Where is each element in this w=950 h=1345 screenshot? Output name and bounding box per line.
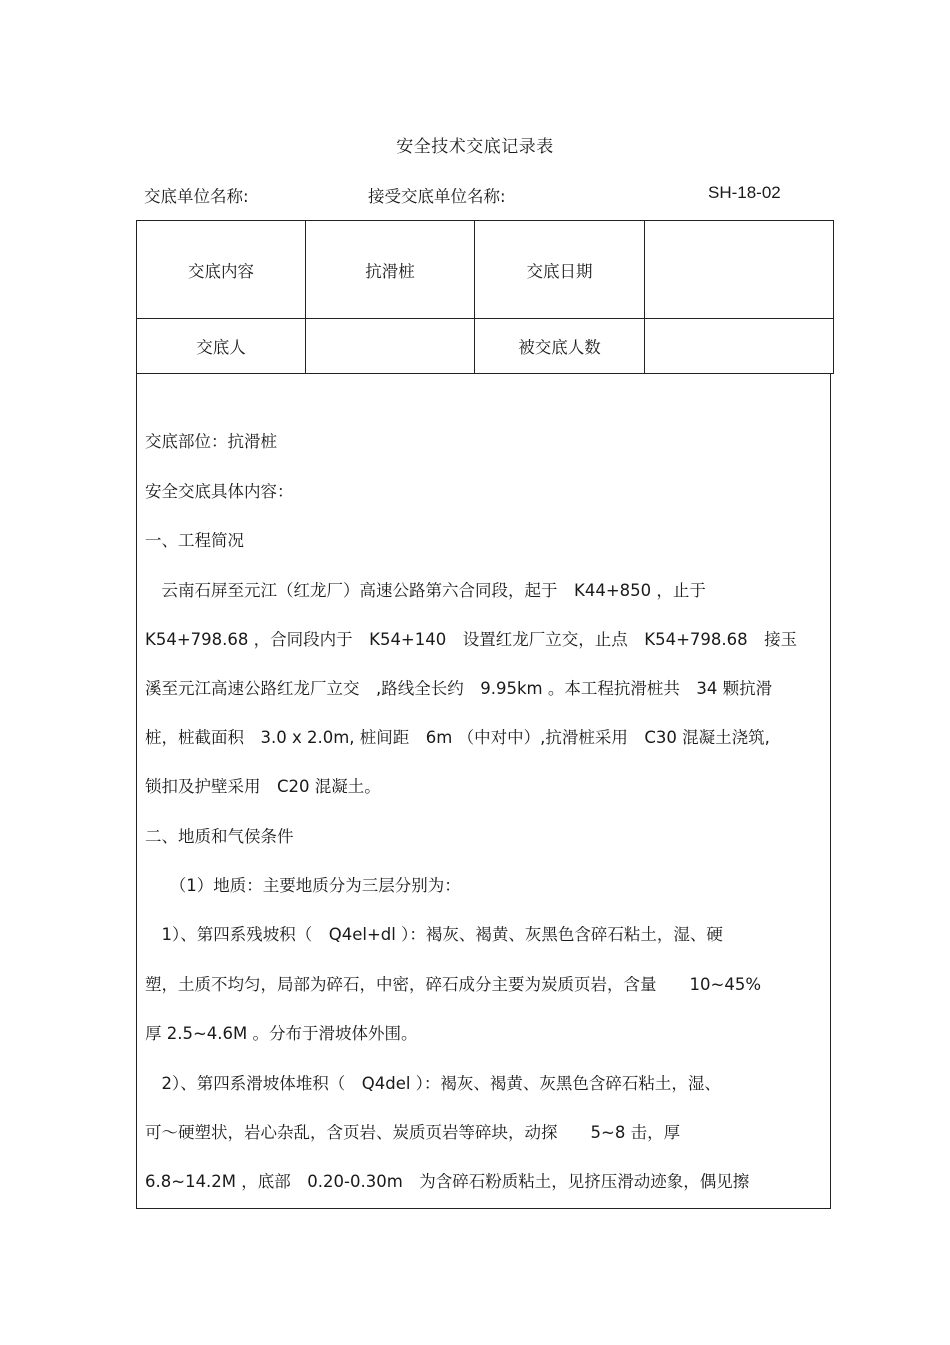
issuing-unit-label: 交底单位名称:: [144, 187, 249, 206]
text-line: 2）、第四系滑坡体堆积（ Q4del ）：褐灰、褐黄、灰黑色含碎石粘土，湿、: [145, 1074, 721, 1093]
text-line: 厚 2.5~4.6M 。分布于滑坡体外围。: [145, 1024, 418, 1043]
text-line: 锁扣及护壁采用 C20 混凝土。: [145, 777, 381, 796]
document-code: SH-18-02: [708, 183, 781, 202]
text-line: 6.8~14.2M ，底部 0.20-0.30m 为含碎石粉质粘土，见挤压滑动迹象，偶见擦: [145, 1172, 750, 1191]
text-line: 安全交底具体内容：: [145, 482, 294, 501]
section-heading: 二、地质和气侯条件: [145, 827, 294, 846]
text-line: 可～硬塑状，岩心杂乱，含页岩、炭质页岩等碎块，动探 5~8 击，厚: [145, 1123, 681, 1142]
table-row: [137, 319, 834, 374]
text-line: 溪至元江高速公路红龙厂立交 ,路线全长约 9.95km 。本工程抗滑桩共 34 颗抗滑: [145, 679, 773, 698]
text-line: 桩，桩截面积 3.0 x 2.0m, 桩间距 6m （中对中）,抗滑桩采用 C30 混凝土浇筑,: [145, 728, 770, 747]
content-value-cell: 抗滑桩: [306, 221, 475, 319]
date-value-cell: [645, 221, 834, 319]
text-line: 塑，土质不均匀，局部为碎石，中密，碎石成分主要为炭质页岩，含量 10~45%: [145, 975, 761, 994]
date-label-cell: 交底日期: [475, 221, 645, 319]
content-label-cell: 交底内容: [137, 221, 306, 319]
person-label-cell: 交底人: [137, 319, 306, 374]
text-line: （1）地质：主要地质分为三层分别为：: [145, 876, 461, 895]
disclosure-content-box: [136, 373, 831, 1209]
text-line: 交底部位：抗滑桩: [145, 432, 277, 451]
receiving-unit-label: 接受交底单位名称:: [368, 187, 506, 206]
count-label-cell: 被交底人数: [475, 319, 645, 374]
text-line: K54+798.68 ，合同段内于 K54+140 设置红龙厂立交，止点 K54+798.68 接玉: [145, 630, 798, 649]
person-value-cell: [306, 319, 475, 374]
table-row: [137, 221, 834, 319]
text-line: 云南石屏至元江（红龙厂）高速公路第六合同段，起于 K44+850 ，止于: [145, 581, 706, 600]
count-value-cell: [645, 319, 834, 374]
info-table: [136, 220, 834, 374]
text-line: 1）、第四系残坡积（ Q4el+dl ）：褐灰、褐黄、灰黑色含碎石粘土，湿、硬: [145, 925, 723, 944]
page-title: 安全技术交底记录表: [396, 137, 554, 157]
section-heading: 一、工程简况: [145, 531, 244, 550]
